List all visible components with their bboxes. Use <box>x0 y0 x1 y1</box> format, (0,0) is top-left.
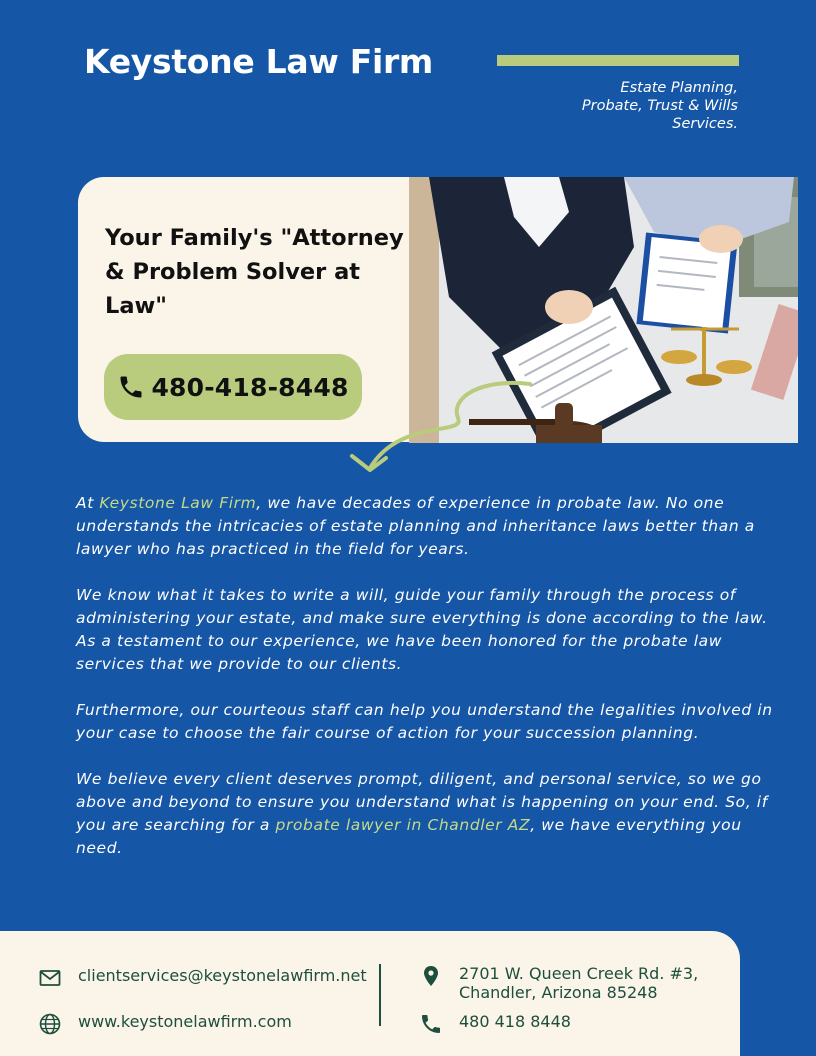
phone-number: 480-418-8448 <box>151 372 349 402</box>
firm-link[interactable]: Keystone Law Firm <box>99 494 257 512</box>
address-line-2: Chandler, Arizona 85248 <box>459 983 658 1002</box>
email-text: clientservices@keystonelawfirm.net <box>78 966 367 985</box>
tagline <box>518 79 738 133</box>
tagline-line-3: Services. <box>672 116 738 132</box>
website-text: www.keystonelawfirm.com <box>78 1012 292 1031</box>
tagline-line-1: Estate Planning, <box>620 80 738 96</box>
phone-icon <box>419 1012 443 1036</box>
paragraph-4: We believe every client deserves prompt, diligent, and personal service, so we go above and beyond to ensure you understand what is happening on your end. So, if you are searching for a probate lawyer in Chandler AZ, we have everything you need. <box>76 770 768 857</box>
phone-button[interactable] <box>104 354 362 420</box>
mail-icon <box>38 966 62 990</box>
footer-email-row[interactable] <box>38 966 367 990</box>
decorative-arrow <box>340 378 540 488</box>
body-text <box>76 492 782 883</box>
probate-lawyer-link[interactable]: probate lawyer in Chandler AZ <box>275 816 531 834</box>
hero-title: Your Family's "Attorney & Problem Solver at Law" <box>105 225 404 319</box>
paragraph-3: Furthermore, our courteous staff can help you understand the legalities involved in your case to choose the fair course of action for your succession planning. <box>76 701 773 742</box>
tagline-line-2: Probate, Trust & Wills <box>581 98 738 114</box>
footer-phone-text: 480 418 8448 <box>459 1012 571 1031</box>
footer-card <box>0 931 740 1056</box>
footer-website-row[interactable] <box>38 1012 292 1036</box>
paragraph-1: At Keystone Law Firm, we have decades of experience in probate law. No one understands the intricacies of estate planning and inheritance laws better than a lawyer who has practiced in the field for years. <box>76 494 755 558</box>
phone-icon <box>117 373 145 401</box>
footer-phone-row[interactable] <box>419 1012 571 1036</box>
paragraph-2: We know what it takes to write a will, guide your family through the process of administering your estate, and make sure everything is done according to the law. As a testament to our experience, we have been honored for the probate law services that we provide to our clients. <box>76 586 768 673</box>
footer-divider <box>379 964 381 1026</box>
footer-address-row <box>419 964 698 1002</box>
location-pin-icon <box>419 964 443 988</box>
brand-title: Keystone Law Firm <box>84 42 434 81</box>
address-line-1: 2701 W. Queen Creek Rd. #3, <box>459 964 699 983</box>
accent-bar <box>497 55 739 66</box>
globe-icon <box>38 1012 62 1036</box>
